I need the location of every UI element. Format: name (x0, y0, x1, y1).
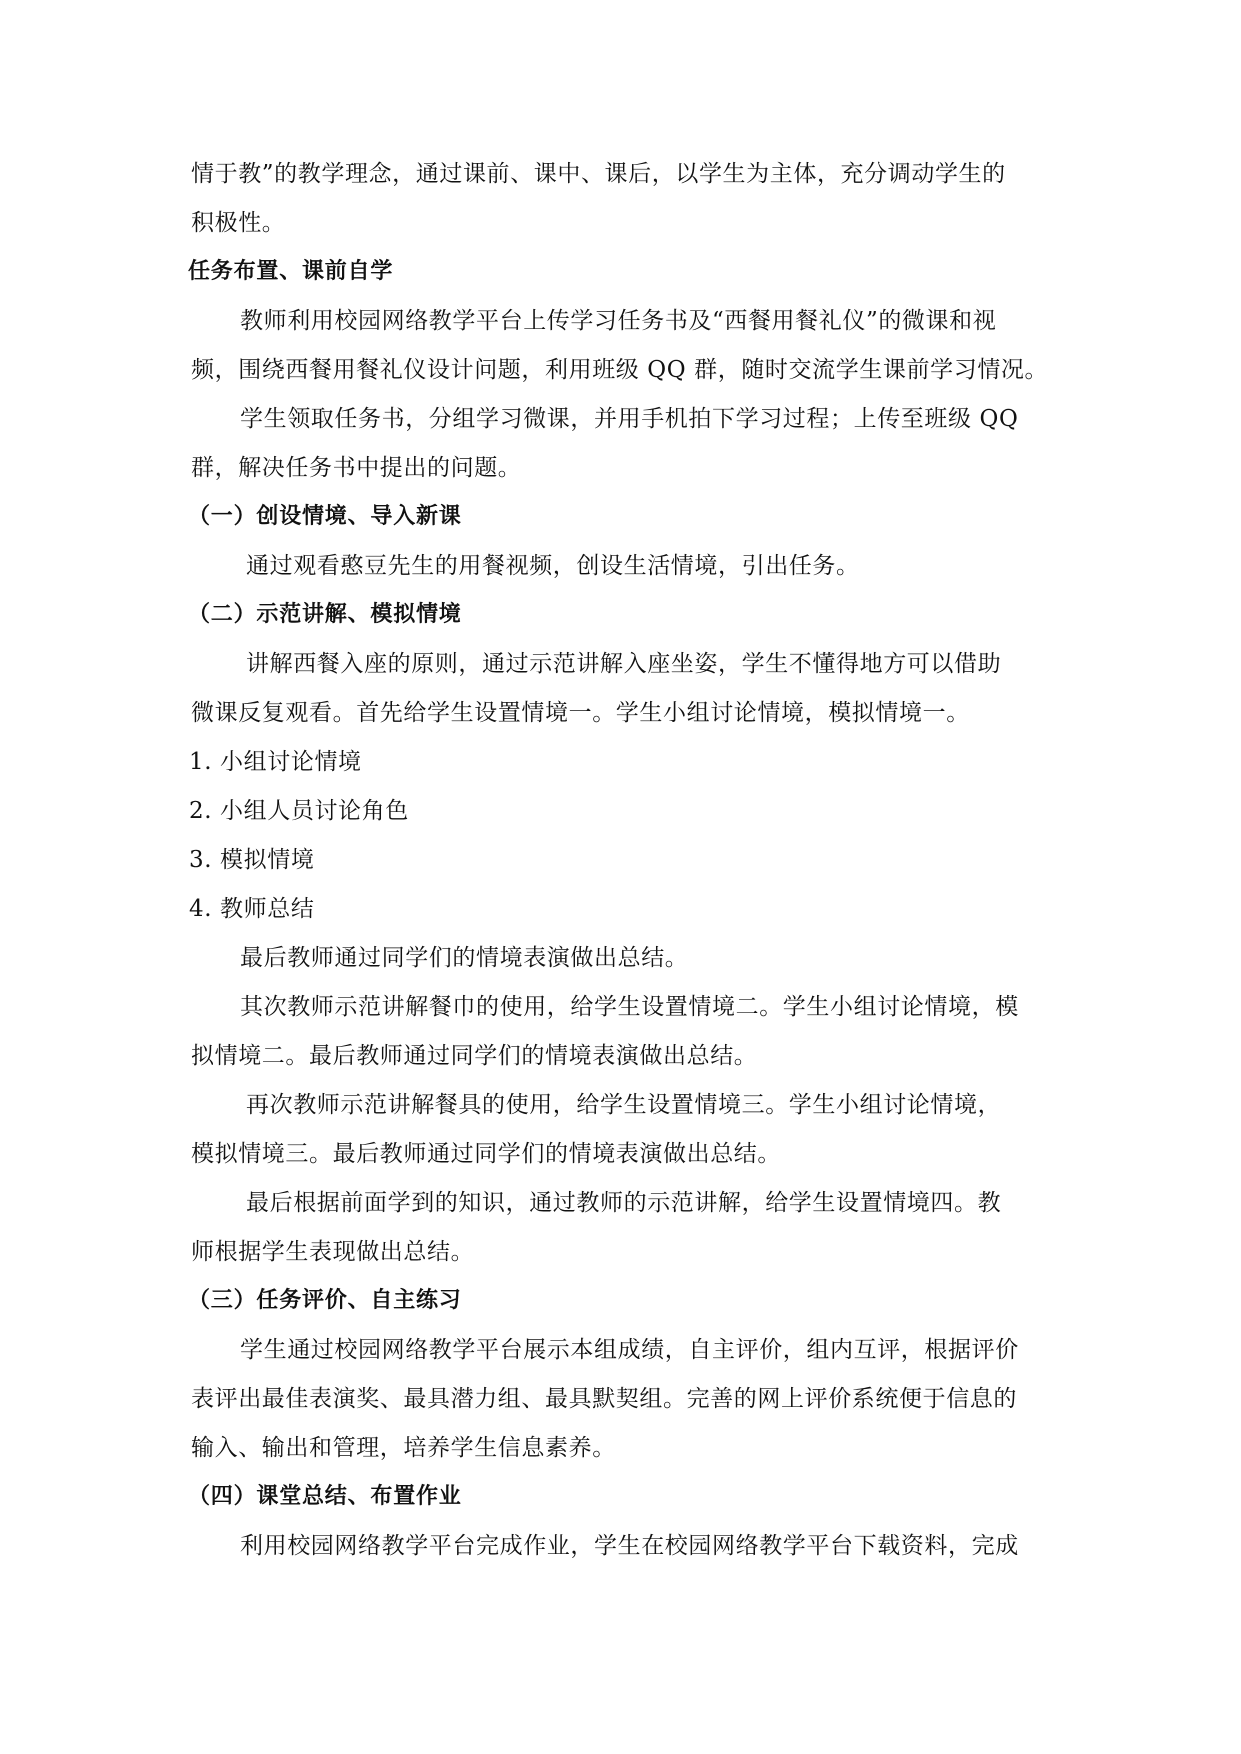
paragraph-line: 模拟情境三。最后教师通过同学们的情境表演做出总结。 (191, 1141, 781, 1167)
paragraph-line: 利用校园网络教学平台完成作业，学生在校园网络教学平台下载资料，完成 (240, 1533, 1019, 1559)
paragraph-line: 最后根据前面学到的知识，通过教师的示范讲解，给学生设置情境四。教 (246, 1190, 1002, 1216)
paragraph-line: 师根据学生表现做出总结。 (191, 1239, 475, 1265)
paragraph-line: 积极性。 (191, 210, 286, 236)
paragraph-line: 拟情境二。最后教师通过同学们的情境表演做出总结。 (191, 1043, 758, 1069)
section-heading: （一）创设情境、导入新课 (188, 504, 462, 529)
paragraph-line: 再次教师示范讲解餐具的使用，给学生设置情境三。学生小组讨论情境， (246, 1092, 1002, 1118)
section-heading: 任务布置、课前自学 (188, 259, 394, 284)
paragraph-line: 教师利用校园网络教学平台上传学习任务书及“西餐用餐礼仪”的微课和视 (240, 308, 997, 334)
paragraph-line: 群，解决任务书中提出的问题。 (191, 455, 522, 481)
paragraph-line: 输入、输出和管理，培养学生信息素养。 (191, 1435, 616, 1461)
paragraph-line: 情于教”的教学理念，通过课前、课中、课后，以学生为主体，充分调动学生的 (191, 161, 1006, 187)
paragraph-line: 微课反复观看。首先给学生设置情境一。学生小组讨论情境，模拟情境一。 (191, 700, 970, 726)
list-item: 1. 小组讨论情境 (189, 749, 362, 775)
list-item: 2. 小组人员讨论角色 (189, 798, 409, 824)
paragraph-line: 表评出最佳表演奖、最具潜力组、最具默契组。完善的网上评价系统便于信息的 (191, 1386, 1017, 1412)
paragraph-line: 频，围绕西餐用餐礼仪设计问题，利用班级 QQ 群，随时交流学生课前学习情况。 (191, 357, 1049, 383)
list-item: 3. 模拟情境 (189, 847, 315, 873)
paragraph-line: 通过观看憨豆先生的用餐视频，创设生活情境，引出任务。 (246, 553, 860, 579)
section-heading: （三）任务评价、自主练习 (188, 1288, 462, 1313)
list-item: 4. 教师总结 (189, 896, 315, 922)
paragraph-line: 学生通过校园网络教学平台展示本组成绩，自主评价，组内互评，根据评价 (240, 1337, 1019, 1363)
paragraph-line: 学生领取任务书，分组学习微课，并用手机拍下学习过程；上传至班级 QQ (240, 406, 1019, 432)
paragraph-line: 讲解西餐入座的原则，通过示范讲解入座坐姿，学生不懂得地方可以借助 (246, 651, 1002, 677)
paragraph-line: 最后教师通过同学们的情境表演做出总结。 (240, 945, 689, 971)
section-heading: （四）课堂总结、布置作业 (188, 1484, 462, 1509)
section-heading: （二）示范讲解、模拟情境 (188, 602, 462, 627)
paragraph-line: 其次教师示范讲解餐巾的使用，给学生设置情境二。学生小组讨论情境，模 (240, 994, 1019, 1020)
